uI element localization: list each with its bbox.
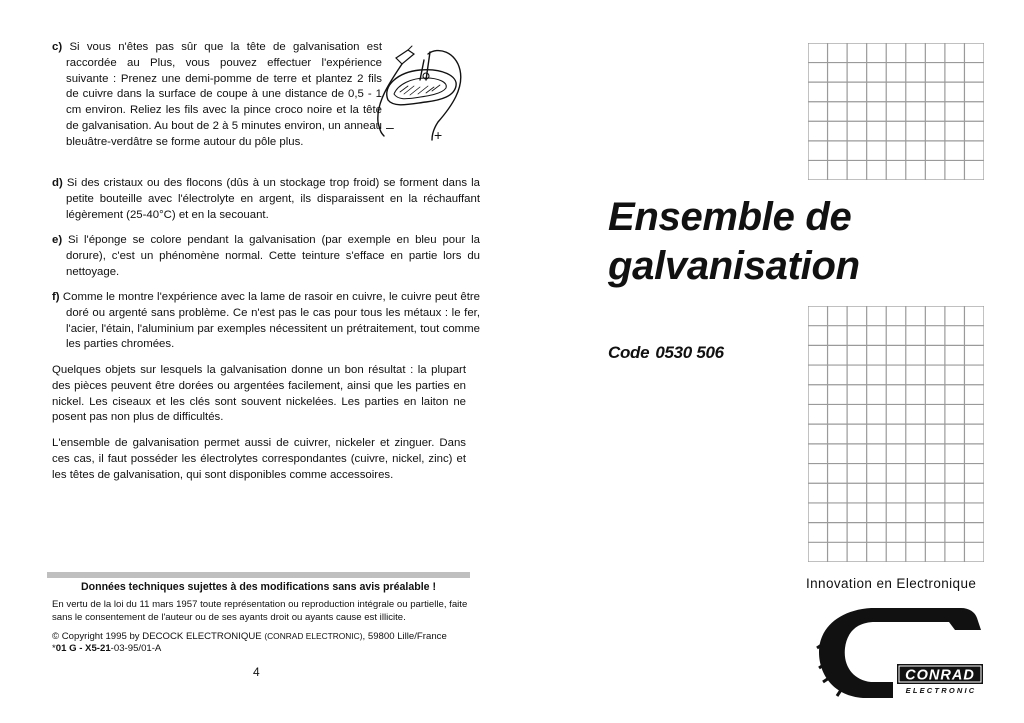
note-e-text: Si l'éponge se colore pendant la galvanisation (par exemple en bleu pour la dorure), c'est un phénomène normal. Cette teinture s'efface en partie lors du nettoyage.: [66, 234, 480, 278]
law-notice: En vertu de la loi du 11 mars 1957 toute représentation ou reproduction intégrale ou partielle, faite sans le consentement de l'auteur ou de ses ayants droit ou ayants cause est illicite.: [52, 599, 468, 623]
copyright-line: [52, 630, 472, 644]
note-c-marker: c): [52, 41, 63, 53]
reference-code: 01 G - X5-21: [55, 643, 111, 654]
page-number: 4: [253, 665, 260, 679]
note-c-text: Si vous n'êtes pas sûr que la tête de galvanisation est raccordée au Plus, vous pouvez effectuer l'expérience suivante : Prenez une demi-pomme de terre et plantez 2 fils de cuivre dans la surface de coupe à une distance de 0,5 - 1 cm environ. Reliez les fils avec la pince croco noire et la tête de galvanisation. Au bout de 2 à 5 minutes environ, un anneau bleuâtre-verdâtre se forme autour du pôle plus.: [66, 41, 382, 148]
document-title: [608, 193, 860, 291]
notice-rule: [47, 572, 470, 578]
note-f-text: Comme le montre l'expérience avec la lame de rasoir en cuivre, le cuivre peut être doré ou argenté sans problème. Ce n'est pas le cas pour tous les métaux : le fer, l'acier, l'étain, l'aluminium par exemples nécessitent un prétraitement, tout comme les parties chromées.: [62, 291, 480, 351]
logo-c-shape: [819, 608, 981, 698]
copyright-company: (CONRAD ELECTRONIC): [264, 631, 363, 641]
wire-plus: [428, 51, 461, 140]
reference-prefix: *: [52, 643, 56, 654]
plus-label: +: [434, 127, 443, 143]
objects-paragraph: Quelques objets sur lesquels la galvanisation donne un bon résultat : la plupart des pièces peuvent être dorées ou argentées facilement, ainsi que les parties en nickel. Les ciseaux et les clés sont souvent nickelées. Les parties en laiton ne posent pas non plus de difficultés.: [52, 364, 466, 424]
note-c: [52, 40, 382, 151]
note-d: [52, 176, 480, 223]
title-line-2: galvanisation: [608, 244, 860, 288]
reference-line: [52, 643, 472, 656]
note-d-text: Si des cristaux ou des flocons (dûs à un stockage trop froid) se forment dans la petite bouteille avec l'électrolyte en argent, ils disparaissent en la réchauffant légèrement (25-40°C) et en la secouant.: [66, 177, 480, 221]
grid-pattern-bottom: [808, 306, 984, 562]
note-e: [52, 233, 480, 280]
product-code: [608, 343, 724, 363]
copyright-suffix: , 59800 Lille/France: [362, 631, 447, 642]
minus-label: –: [386, 119, 394, 135]
logo-word-electronic: ELECTRONIC: [905, 686, 977, 695]
copyright-prefix: © Copyright 1995 by DECOCK ELECTRONIQUE: [52, 631, 262, 642]
accessories-paragraph: L'ensemble de galvanisation permet aussi de cuivrer, nickeler et zinguer. Dans ces cas, il faut posséder les électrolytes correspondantes (cuivre, nickel, zinc) et les têtes de galvanisation, qui sont disponibles comme accessoires.: [52, 437, 466, 481]
conrad-logo: [813, 604, 985, 702]
note-e-marker: e): [52, 234, 63, 246]
croco-clip: [396, 50, 414, 64]
code-number: 0530 506: [655, 343, 724, 362]
code-label: Code: [608, 343, 650, 362]
note-f-marker: f): [52, 291, 60, 303]
reference-suffix: -03-95/01-A: [110, 643, 162, 654]
potato-experiment-sketch: [368, 42, 470, 146]
note-d-marker: d): [52, 177, 63, 189]
logo-word-conrad: CONRAD: [905, 667, 975, 684]
grid-pattern-top: [808, 43, 984, 180]
tagline: Innovation en Electronique: [806, 576, 977, 591]
note-f: [52, 290, 480, 353]
title-line-1: Ensemble de: [608, 195, 852, 239]
potato-cut-surface: [394, 78, 446, 99]
notice-title: Données techniques sujettes à des modifications sans avis préalable !: [80, 581, 436, 593]
